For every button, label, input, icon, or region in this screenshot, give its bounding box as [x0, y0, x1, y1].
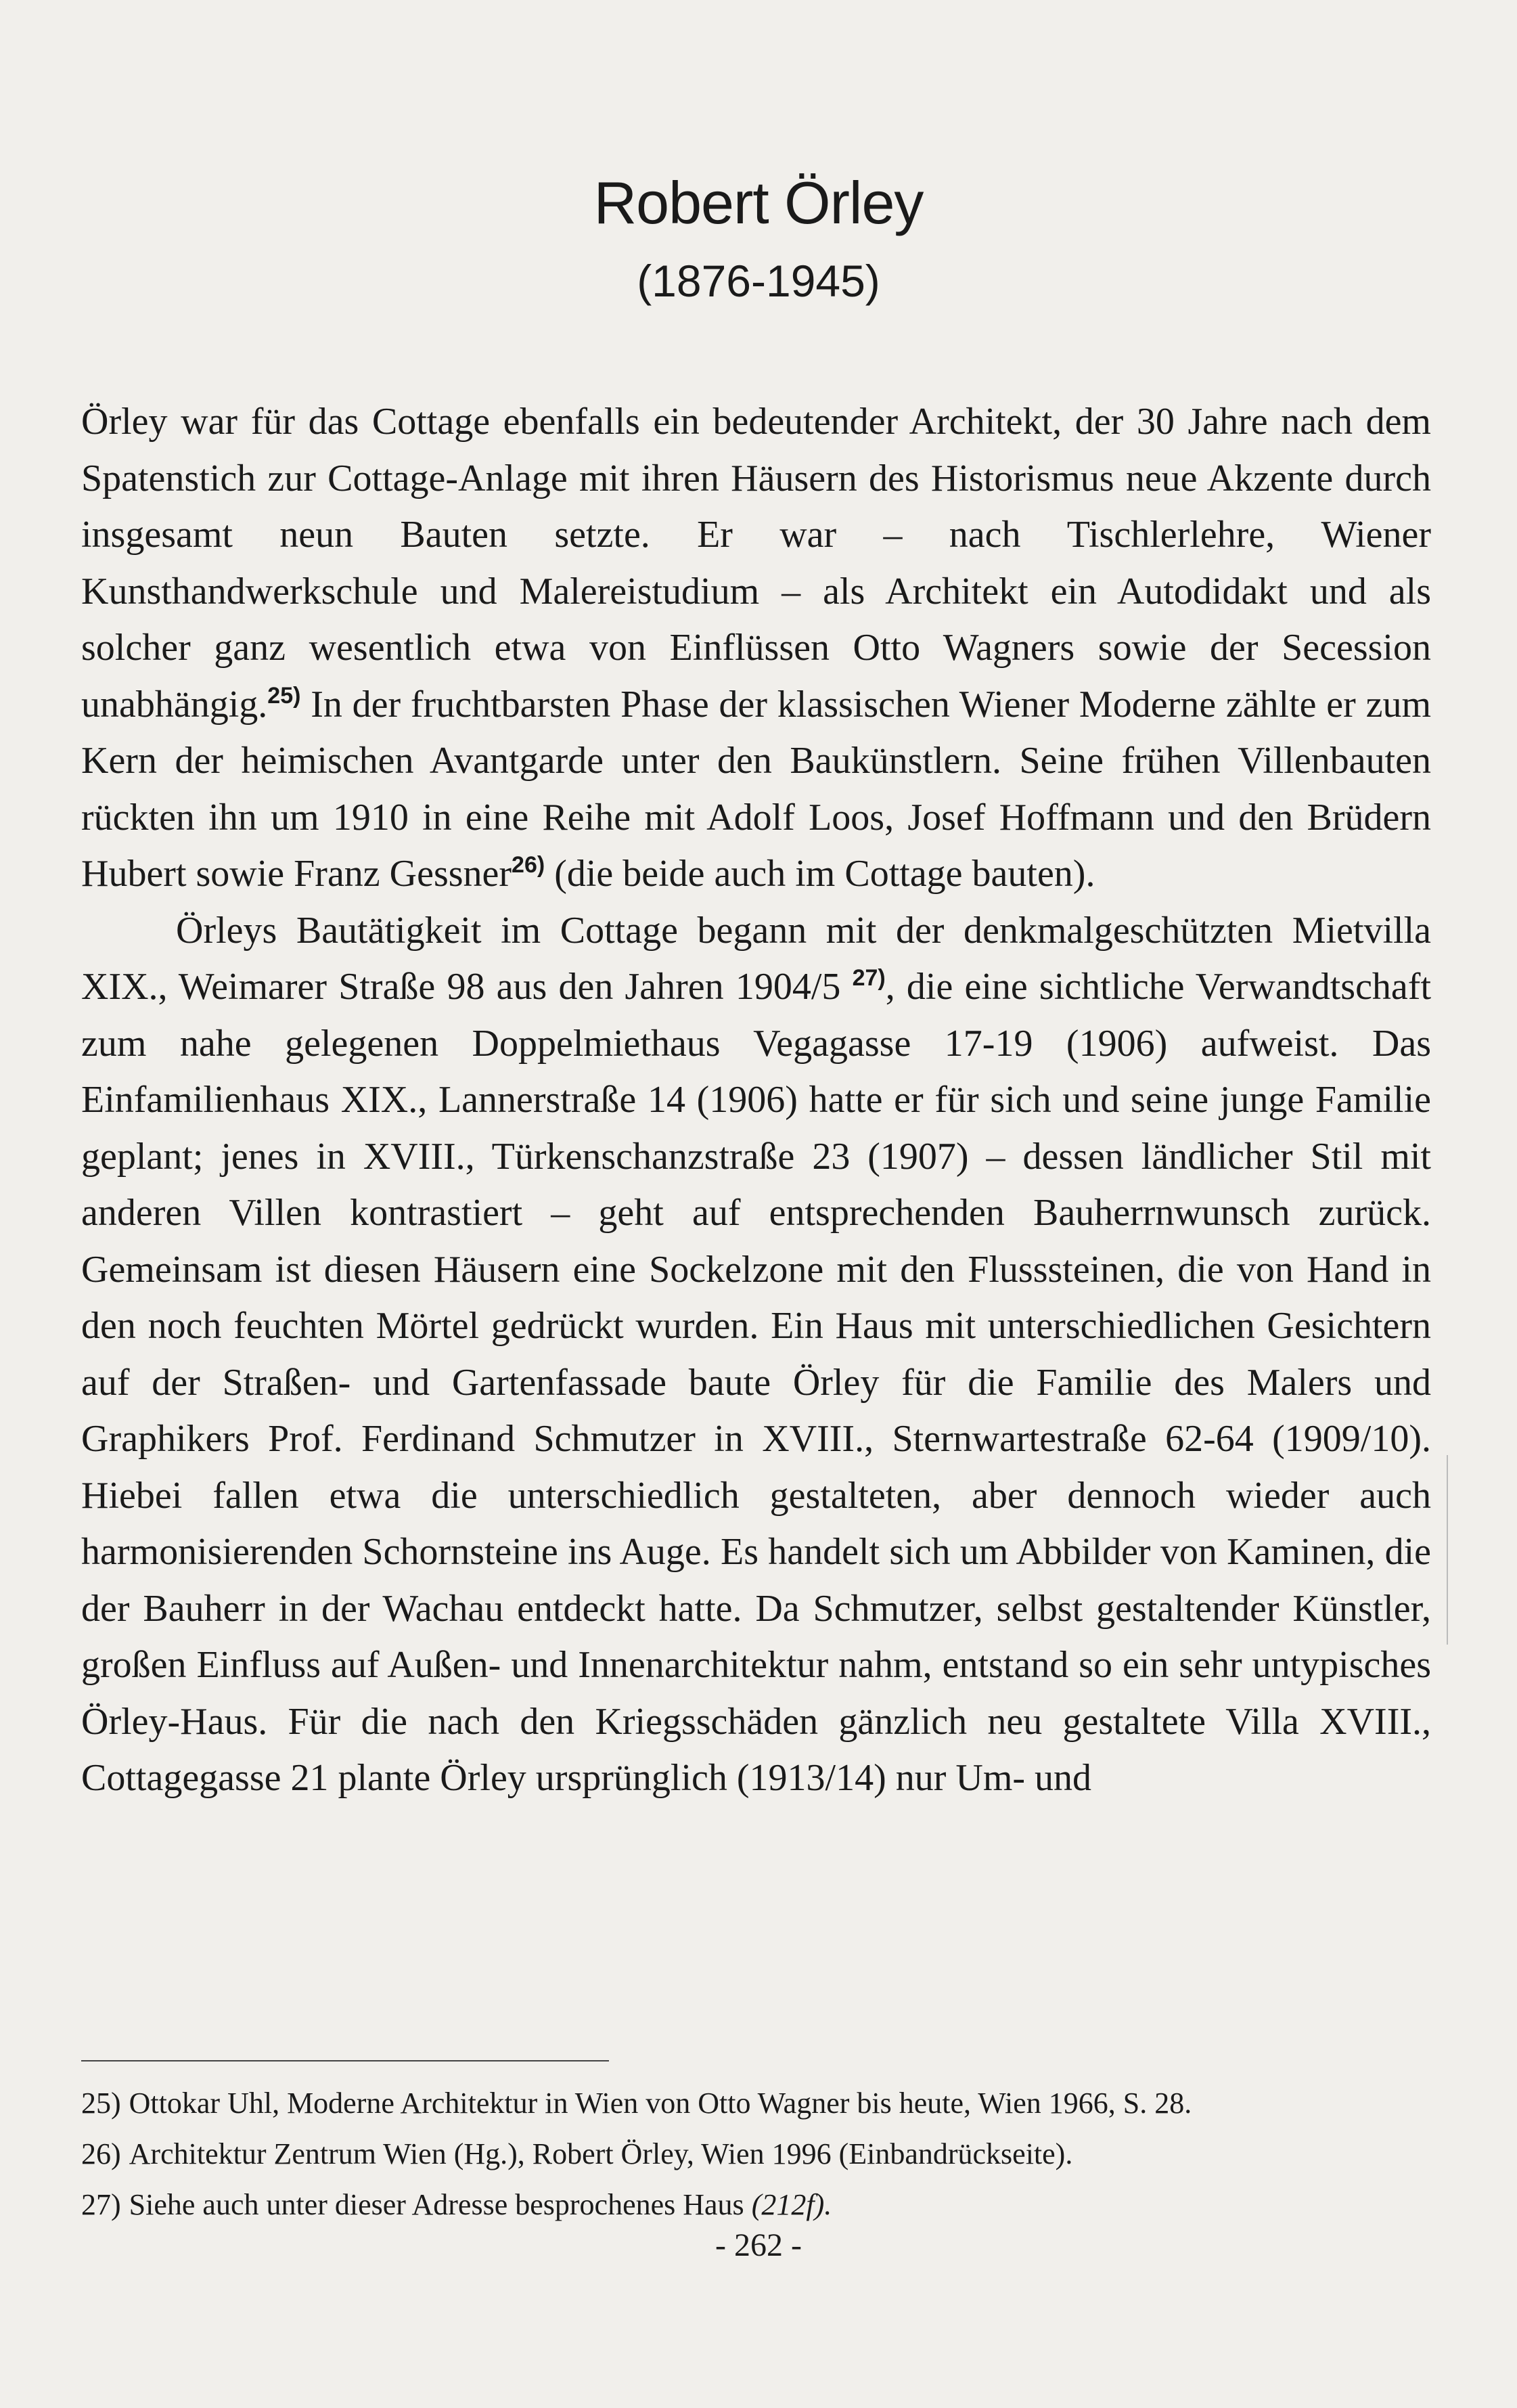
footnote-divider: [81, 2060, 609, 2061]
page-number: - 262 -: [715, 2227, 802, 2263]
footnote-number: 25): [81, 2087, 121, 2120]
footnotes: [81, 2078, 1434, 2230]
footnote-26: [81, 2128, 1434, 2179]
footnote-ref-27: 27): [852, 965, 886, 991]
footnote-text: Architektur Zentrum Wien (Hg.), Robert Örley, Wien 1996 (Einbandrückseite).: [129, 2137, 1073, 2170]
footnote-ref-26: 26): [512, 852, 545, 878]
page-title: Robert Örley: [593, 169, 924, 236]
paragraph-1-part-a: Örley war für das Cottage ebenfalls ein bedeutender Architekt, der 30 Jahre nach dem Spatenstich zur Cottage-Anlage mit ihren Häusern des Historismus neue Akzente durch insgesamt neun Bauten setzte. Er war – nach Tischlerlehre, Wiener Kunsthandwerkschule und Malereistudium – als Architekt ein Autodidakt und als solcher ganz wesentlich etwa von Einflüssen Otto Wagners sowie der Secession unabhängig.: [81, 401, 1431, 726]
paragraph-1-part-c: (die beide auch im Cottage bauten).: [545, 853, 1095, 895]
paragraph-1-part-b: In der fruchtbarsten Phase der klassischen Wiener Moderne zählte er zum Kern der heimischen Avantgarde unter den Baukünstlern. Seine frühen Villenbauten rückten ihn um 1910 in eine Reihe mit Adolf Loos, Josef Hoffmann und den Brüdern Hubert sowie Franz Gessner: [81, 683, 1431, 895]
footnote-text: Siehe auch unter dieser Adresse besprochenes Haus: [129, 2188, 752, 2221]
paragraph-2-part-b: , die eine sichtliche Verwandtschaft zum nahe gelegenen Doppelmiethaus Vegagasse 17-19 (1906) aufweist. Das Einfamilienhaus XIX., Lannerstraße 14 (1906) hatte er für sich und seine junge Familie geplant; jenes in XVIII., Türkenschanzstraße 23 (1907) – dessen ländlicher Stil mit anderen Villen kontrastiert – geht auf entsprechenden Bauherrnwunsch zurück. Gemeinsam ist diesen Häusern eine Sockelzone mit den Flusssteinen, die von Hand in den noch feuchten Mörtel gedrückt wurden. Ein Haus mit unterschiedlichen Gesichtern auf der Straßen- und Gartenfassade baute Örley für die Familie des Malers und Graphikers Prof. Ferdinand Schmutzer in XVIII., Sternwartestraße 62-64 (1909/10). Hiebei fallen etwa die unterschiedlich gestalteten, aber dennoch wieder auch harmonisierenden Schornsteine ins Auge. Es handelt sich um Abbilder von Kaminen, die der Bauherr in der Wachau entdeckt hatte. Da Schmutzer, selbst gestaltender Künstler, großen Einfluss auf Außen- und Innenarchitektur nahm, entstand so ein sehr untypisches Örley-Haus. Für die nach den Kriegsschäden gänzlich neu gestaltete Villa XVIII., Cottagegasse 21 plante Örley ursprünglich (1913/14) nur Um- und: [81, 966, 1431, 1799]
paragraph-2-part-a: Örleys Bautätigkeit im Cottage begann mit der denkmalgeschützten Mietvilla XIX., Weimarer Straße 98 aus den Jahren 1904/5: [81, 909, 1431, 1008]
footnote-number: 26): [81, 2137, 121, 2170]
paragraph-1: [81, 394, 1431, 903]
footnote-27: [81, 2179, 1434, 2230]
footnote-italic-reference: (212f).: [751, 2188, 832, 2221]
footnote-25: [81, 2078, 1434, 2128]
margin-mark: [1447, 1455, 1448, 1645]
paragraph-2: [81, 903, 1431, 1807]
heading-block: [0, 162, 1517, 318]
body-text: [81, 394, 1431, 1807]
footnote-number: 27): [81, 2188, 121, 2221]
footnote-ref-25: 25): [267, 682, 301, 709]
life-dates: (1876-1945): [637, 256, 880, 306]
footnote-text: Ottokar Uhl, Moderne Architektur in Wien von Otto Wagner bis heute, Wien 1966, S. 28.: [129, 2087, 1192, 2120]
